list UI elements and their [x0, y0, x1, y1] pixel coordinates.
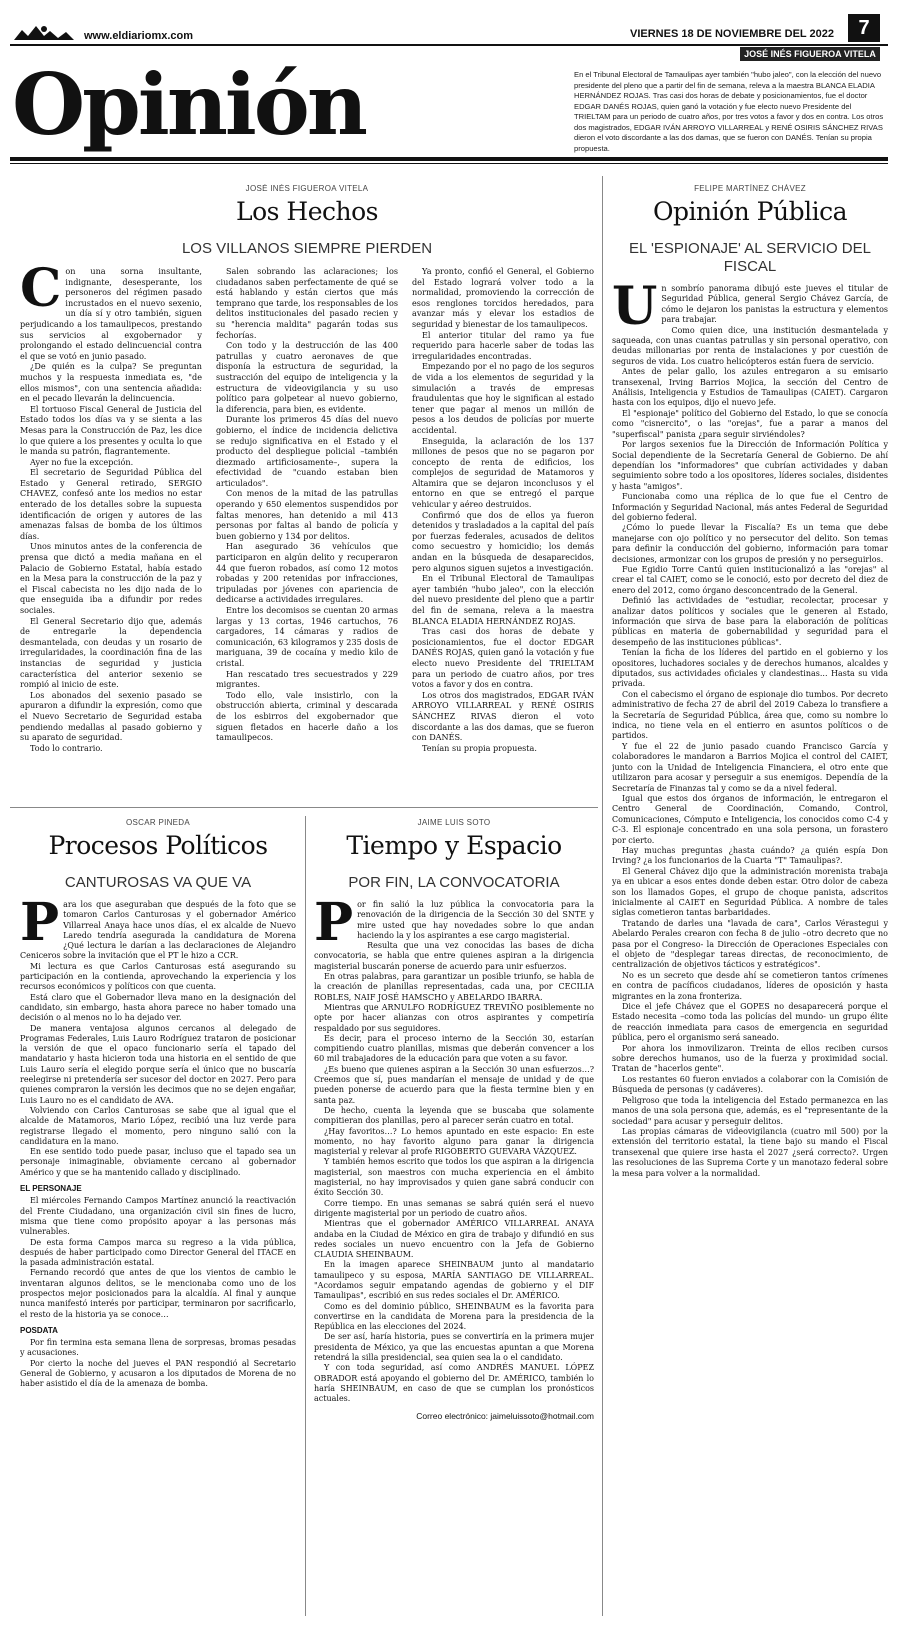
paragraph: Tratando de darles una "lavada de cara", Carlos Vérastegui y Abelardo Perales crearon con fecha 8 de julio –otro decreto que no pasa por el Congreso- la Dirección de Operaciones Especiales con el objeto de "desplegar tareas directas, de reconocimiento, de centralización de objetivos tácticos y estratégicos".	[612, 918, 888, 970]
paragraph: Los otros dos magistrados, EDGAR IVÁN ARROYO VILLARREAL y RENÉ OSIRIS SÁNCHEZ RIVAS dieron el voto discordante a las dos damas, que se fueron con DANÉS.	[412, 689, 594, 743]
drop-cap: P	[20, 892, 60, 953]
paragraph: Dice el jefe Chávez que el GOPES no desaparecerá porque el Estado necesita –como toda las policías del mundo- un grupo élite de reacción inmediata para casos de emergencia en seguridad pública, pero el organismo será saneado.	[612, 1002, 888, 1043]
paragraph: ¿Hay favoritos…? Lo hemos apuntado en este espacio: En este momento, no hay favorito alguno para ganar la dirigencia magisterial y relevar al profe RIGOBERTO GUEVARA VÁZQUEZ.	[314, 1126, 594, 1157]
column-title: Procesos Políticos	[48, 831, 268, 860]
column-procesos-politicos	[20, 818, 296, 1618]
paragraph: Hay muchas preguntas ¿hasta cuándo? ¿a quién espía Don Irving? ¿a los funcionarios de la Cuarta "T" Tamaulipas?.	[612, 845, 888, 866]
section-divider	[10, 807, 598, 808]
site-url[interactable]: www.eldiariomx.com	[84, 30, 194, 42]
paragraph: Han asegurado 36 vehículos que participaron en algún delito y recuperaron 44 que fueron robados, así como 12 motos robadas y 200 retenidas por infracciones, tripuladas por jóvenes con apariencia de dedicarse a actividades irregulares.	[216, 541, 398, 605]
header-rule	[10, 44, 888, 46]
paragraph: Y con toda seguridad, así como ANDRÉS MANUEL LÓPEZ OBRADOR está apoyando el gobierno del Dr. AMÉRICO, también lo haría SHEINBAUM, en caso de que se cumplan los pronósticos actuales.	[314, 1363, 594, 1404]
newspaper-logo-icon	[12, 24, 76, 42]
paragraph: El tortuoso Fiscal General de Justicia del Estado todos los días va y se sienta a las Mesas para la Construcción de Paz, les dice lo que quiere a los presentes y oculta lo que le manda su patrón, flagrantemente.	[20, 403, 202, 457]
article-headline: CANTUROSAS VA QUE VA	[64, 874, 252, 891]
paragraph: Empezando por el no pago de los seguros de vida a los elementos de seguridad y la simulación a través de empresas fraudulentas que hoy le significan al estado tener que pagar al menos un millón de pesos a los deudos de policías por muerte accidental.	[412, 361, 594, 435]
article-body	[20, 258, 594, 753]
section-title: Opinión	[12, 55, 365, 154]
column-divider	[602, 176, 603, 1616]
paragraph: Mientras que ARNULFO RODRÍGUEZ TREVIÑO posiblemente no opte por hacer alianzas con otros aspirantes y competiría respaldado por sus seguidores.	[314, 1002, 594, 1033]
paragraph: Por largos sexenios fue la Dirección de Información Política y Social dependiente de la Secretaría General de Gobierno. De ahí dependían los "informadores" que cubrían actividades y daban seguimiento sobre todo a los opositores, líderes sociales, disidentes y hasta "amigos".	[612, 440, 888, 491]
paragraph: Todo lo contrario.	[30, 742, 103, 753]
issue-date: VIERNES 18 DE NOVIEMBRE DEL 2022	[630, 28, 834, 40]
paragraph: Salen sobrando las aclaraciones; los ciudadanos saben perfectamente de qué se está hablando y están ciertos que más temprano que tarde, los responsables de los delitos institucionales del pasado recien y su "herencia maldita" pagarán todas sus fechorías.	[216, 266, 398, 340]
paragraph: ara los que aseguraban que después de la foto que se tomaron Carlos Canturosas y el gobernador Américo Villarreal Anaya hace unos días, el ex alcalde de Nuevo Laredo tendría asegurada la candidatura de Morena ¿Qué lectura le darían a las declaraciones de Alejandro Ceniceros sobre la invitación que el PT le hizo a CCR.	[20, 900, 296, 961]
drop-cap: U	[612, 276, 658, 337]
paragraph: Ya pronto, confió el General, el Gobierno del Estado logrará volver todo a la normalidad, promoviendo la corrección de esos renglones torcidos heredados, para avanzar más y elevar los estadios de seguridad y bienestar de los tamaulipecos.	[412, 266, 594, 329]
paragraph: De manera ventajosa algunos cercanos al delegado de Programas Federales, Luis Lauro Rodríguez trataron de posicionar la versión de que el opaco funcionario sería el tapado del mandatario y hasta hicieron toda una historia en el sentido de que Luis Lauro sería el elegido porque sería el único que no buscaría reelegirse ni pretendería ser sucesor del doctor en 2027. Pero para quienes compraron la versión les decimos que no se dejen engañar, Luis Lauro no es el candidato de AVA.	[20, 1023, 296, 1105]
article-headline: LOS VILLANOS SIEMPRE PIERDEN	[181, 240, 433, 257]
paragraph: on una sorna insultante, indignante, desesperante, los personeros del régimen pasado incrustados en el nuevo sexenio, un día sí y otro también, siguen perjudicando a los tamaulipecos, prestando sus servicios al exgobernador y prolongando el estado delincuencial contra el que se votó en junio pasado.	[20, 266, 202, 361]
paragraph: Funcionaba como una réplica de lo que fue el Centro de Información y Seguridad Nacional, más antes Federal de Seguridad del gobierno federal.	[612, 492, 888, 522]
paragraph: En ese sentido todo puede pasar, incluso que el tapado sea un personaje inimaginable, obviamente cercano al gobernador Américo y que se ha mantenido callado y disciplinado.	[20, 1147, 296, 1177]
byline-tag: JOSÉ INÉS FIGUEROA VITELA	[740, 47, 880, 61]
paragraph: Mientras que el gobernador AMÉRICO VILLARREAL ANAYA andaba en la Ciudad de México en gira de trabajo y difundió en sus redes sociales un nuevo encuentro con la Jefa de Gobierno CLAUDIA SHEINBAUM.	[314, 1219, 594, 1260]
paragraph: De hecho, cuenta la leyenda que se buscaba que solamente compitieran dos planillas, pero al parecer serán cuatro en total.	[314, 1105, 594, 1126]
column-title: Los Hechos	[235, 197, 378, 226]
paragraph: El secretario de Seguridad Pública del Estado y General retirado, SERGIO CHAVEZ, confesó ante los medios no estar enterado de los detalles sobre la supuesta identificación de origen y autores de las amenazas falsas de bomba de los últimos días.	[20, 467, 202, 541]
paragraph: Han rescatado tres secuestrados y 229 migrantes.	[216, 668, 398, 690]
article-body	[314, 892, 594, 1421]
column-author: FELIPE MARTÍNEZ CHÁVEZ	[694, 184, 806, 193]
paragraph: Ayer no fue la excepción.	[30, 456, 134, 467]
paragraph: No es un secreto que desde ahí se cometieron tantos crímenes en contra de pacíficos ciudadanos, líderes de oposición y hasta migrantes en la zona fronteriza.	[612, 970, 888, 1001]
paragraph: Antes de pelar gallo, los azules entregaron a su emisario transexenal, Irving Barrios Mojica, la sección del Centro de Análisis, Inteligencia y Estudios de Tamaulipas (CAIET). Cargaron hasta con los equipos, dijo el nuevo jefe.	[612, 367, 888, 408]
subsection-label: POSDATA	[20, 1325, 58, 1335]
paragraph: De ser así, haría historia, pues se convertiría en la primera mujer presidenta de México, ya que las encuestas apuntan a que Morena retendrá la silla presidencial, sea quien sea la o el candidato.	[314, 1332, 594, 1363]
paragraph: De esta forma Campos marca su regreso a la vida pública, después de haber participado como Director General del ITACE en la pasada administración estatal.	[20, 1237, 296, 1268]
column-divider	[305, 816, 306, 1616]
article-headline: POR FIN, LA CONVOCATORIA	[348, 874, 560, 891]
paragraph: Está claro que el Gobernador lleva mano en la designación del candidato, sin embargo, hasta ahora parece no haber tomado una decisión o al menos no lo ha dejado ver.	[20, 992, 296, 1023]
paragraph: El miércoles Fernando Campos Martínez anunció la reactivación del Frente Ciudadano, una organización civil sin fines de lucro, misma que tiene como propósito apoyar a las personas más vulnerables.	[20, 1196, 296, 1237]
column-author: JOSÉ INÉS FIGUEROA VITELA	[245, 184, 369, 193]
paragraph: Mi lectura es que Carlos Canturosas está asegurando su participación en la contienda, aprovechando la experiencia y los recursos económicos y políticos con que cuenta.	[20, 961, 296, 992]
article-body	[20, 892, 296, 1390]
paragraph: El anterior titular del ramo ya fue requerido para hacerle saber de todas las irregularidades encontradas.	[412, 329, 594, 361]
paragraph: Tenían su propia propuesta.	[422, 742, 537, 753]
paragraph: Los abonados del sexenio pasado se apuraron a difundir la expresión, como que el Nuevo Secretario de Seguridad estaba pendiendo medallas al pasado gobierno y su aparato de seguridad.	[20, 689, 202, 743]
paragraph: En el Tribunal Electoral de Tamaulipas ayer también "hubo jaleo", con la elección del nuevo presidente del pleno que a partir del fin de semana, releva a la maestra BLANCA ELADIA HERNÁNDEZ ROJAS.	[412, 573, 594, 626]
column-title: Tiempo y Espacio	[346, 831, 562, 860]
paragraph: n sombrío panorama dibujó este jueves el titular de Seguridad Pública, general Sergio Chávez García, de cómo le dejaron los panistas la estructura y elementos para trabajar.	[661, 284, 888, 325]
paragraph: Confirmó que dos de ellos ya fueron detenidos y trasladados a la capital del país por fuerzas federales, acusados de delitos como secuestro y homicidio; los demás andan en la búsqueda de desaparecidos, pero algunos siguen sujetos a investigación.	[412, 509, 594, 573]
paragraph: Fernando recordó que antes de que los vientos de cambio le inventaran algunos delitos, se le mencionaba como uno de los prospectos mejor posicionados para la alcaldía. Al final y aunque nunca manifestó interés por participar, terminaron por sacrificarlo, el resto de la historia ya se conoce…	[20, 1268, 296, 1319]
author-email[interactable]: Correo electrónico: jaimeluissoto@hotmail.com	[416, 1410, 594, 1421]
article-body	[612, 276, 888, 1179]
paragraph: Todo ello, vale insistirlo, con la obstrucción abierta, criminal y descarada de los esbirros del exgobernador que siguen fletados en hacerle daño a los tamaulipecos.	[216, 689, 398, 743]
summary-box: En el Tribunal Electoral de Tamaulipas ayer también "hubo jaleo", con la elección del nuevo presidente del pleno que a partir del fin de semana, releva a la maestra BLANCA ELADIA HERNÁNDEZ ROJAS. Tras casi dos horas de debate y posicionamientos, fue el doctor EDGAR DANÉS ROJAS, quien ganó la votación y fue electo nuevo Presidente del TRIELTAM para un periodo de cuatro años, por tres votos a favor y dos en contra. Los otros dos magistrados, EDGAR IVÁN ARROYO VILLARREAL y RENÉ OSIRIS SÁNCHEZ RIVAS dieron el voto discordante a las dos damas, que se fueron con DANÉS. Tenían su propia propuesta.	[574, 70, 884, 153]
column-tiempo-espacio	[314, 818, 594, 1618]
paragraph: Es decir, para el proceso interno de la Sección 30, estarían compitiendo cuatro planillas, mismas que deberán convencer a los 60 mil trabajadores de la educación para que voten a su favor.	[314, 1033, 594, 1064]
subsection-label: EL PERSONAJE	[20, 1184, 82, 1194]
paragraph: Igual que estos dos órganos de información, le entregaron el Centro General de Coordinación, Comando, Control, Comunicaciones, Cómputo e Inteligencia, los conocidos como C-4 y C-3. El espionaje concentrado en una sola persona, un forastero por cierto.	[612, 793, 888, 845]
paragraph: El General Secretario dijo que, además de entregarle la dependencia desmantelada, con deudas y un rosario de irregularidades, la coordinación fina de las instancias de seguridad y justicia característica del anterior sexenio se rompió al inicio de este.	[20, 615, 202, 690]
paragraph: El General Chávez dijo que la administración morenista trabaja ya en ubicar a esos entes donde deben estar. Otro dolor de cabeza son los llamados Gopes, el grupo de choque panista, adscritos inicialmente al CAIET en Seguridad Pública. A nombre de tales siglas cometieron tantas barbaridades.	[612, 866, 888, 918]
paragraph: En otras palabras, para garantizar un posible triunfo, se habla de la creación de planillas representadas, cada una, por CECILIA ROBLES, NAIF JOSÉ HAMSCHO y ABELARDO IBARRA.	[314, 972, 594, 1002]
paragraph: Por fin termina esta semana llena de sorpresas, bromas pesadas y acusaciones.	[20, 1338, 296, 1358]
drop-cap: P	[314, 892, 354, 953]
paragraph: Fue Egidio Torre Cantú quien institucionalizó a las "orejas" al crear el tal CAIET, como se le conoció, esto por decreto del diez de enero del 2012, como órgano desconcentrado de la General.	[612, 564, 888, 595]
paragraph: Durante los primeros 45 días del nuevo gobierno, el índice de incidencia delictiva se redujo significativa en el Estado y el producto del despliegue policial –también diezmado artificiosamente–, supera la efectividad de "cuando estaban bien articulados".	[216, 414, 398, 488]
paragraph: Definió las actividades de "estudiar, recolectar, procesar y analizar datos políticos y sociales que le generen al Estado, información que sirva de base para la elaboración de políticas públicas en materia de gobernabilidad y seguridad para el desempeño de las instituciones públicas".	[612, 596, 888, 647]
paragraph: Volviendo con Carlos Canturosas se sabe que al igual que el alcalde de Matamoros, Mario López, recibió una luz verde para registrarse llegado el momento, pero ninguno salió con la candidatura en la mano.	[20, 1105, 296, 1146]
paragraph: Y fue el 22 de junio pasado cuando Francisco García y colaboradores le mandaron a Barrios Mojica el control del CAIET, junto con la Unidad de Inteligencia Financiera, el otro ente que utilizaron para acosar y perseguir a sus enemigos. Dependía de la Secretaría de Finanzas tal y como se da a nivel federal.	[612, 741, 888, 793]
column-author: JAIME LUIS SOTO	[417, 818, 491, 827]
article-headline: EL 'ESPIONAJE' AL SERVICIO DEL FISCAL	[629, 240, 871, 275]
paragraph: Como es del dominio público, SHEINBAUM es la favorita para convertirse en la candidata de Morena para la presidencia de la República en las elecciones del 2024.	[314, 1301, 594, 1332]
masthead-rule	[10, 157, 888, 161]
paragraph: Tenían la ficha de los líderes del partido en el gobierno y los opositores, luchadores sociales y de derechos humanos, alcaldes y diputados, sus actividades oficiales y clandestinas... Hasta su vida privada.	[612, 648, 888, 689]
paragraph: Y también hemos escrito que todos los que aspiran a la dirigencia magisterial, son maestros con mucha experiencia en el ámbito magisterial, no hay improvisados y quien gane sabrá conducir con éxito Sección 30.	[314, 1157, 594, 1198]
paragraph: Los restantes 60 fueron enviados a colaborar con la Comisión de Búsqueda de personas (y cadáveres).	[612, 1074, 888, 1095]
paragraph: Por cierto la noche del jueves el PAN respondió al Secretario General de Gobierno, y acusaron a los diputados de Morena de no haber asistido el día de la amenaza de bomba.	[20, 1358, 296, 1389]
masthead-rule-thin	[10, 163, 888, 164]
paragraph: Peligroso que toda la inteligencia del Estado permanezca en las manos de una sola persona que, además, es el "representante de la sociedad" para acusar y perseguir delitos.	[612, 1095, 888, 1126]
column-author: OSCAR PINEDA	[125, 818, 191, 827]
column-title: Opinión Pública	[652, 197, 847, 226]
paragraph: Enseguida, la aclaración de los 137 millones de pesos que no se pagaron por concepto de renta de edificios, los complejos de seguridad de Matamoros y Altamira que se dejaron inconclusos y el entorno en que se entregó el parque vehicular y aéreo destruidos.	[412, 435, 594, 510]
paragraph: ¿Cómo lo puede llevar la Fiscalía? Es un tema que debe manejarse con ojo político y no persecutor del delito. Son temas para definir la conducción del gobierno, información para tomar decisiones, armonizar con los grupos de presión y no perseguirlos.	[612, 523, 888, 564]
paragraph: Resulta que una vez conocidas las bases de dicha convocatoria, se habla que entre quienes aspiran a la dirigencia magisterial buscarán ponerse de acuerdo para unir esfuerzos.	[314, 941, 594, 971]
paragraph: Por ahora los inmovilizaron. Treinta de ellos reciben cursos sobre derechos humanos, uso de la fuerza y proximidad social. Tratan de "hacerlos gente".	[612, 1043, 888, 1074]
paragraph: El "espionaje" político del Gobierno del Estado, lo que se conocía como "cisnercito", o las "orejas", fue a parar a manos del "superfiscal" panista ¿para seguir sirviéndoles?	[612, 408, 888, 439]
top-bar	[0, 0, 900, 44]
drop-cap: C	[20, 258, 62, 319]
paragraph: Con menos de la mitad de las patrullas operando y 650 elementos suspendidos por faltas menores, han detenido a mil 413 personas por faltas al bando de policía y buen gobierno y 134 por delitos.	[216, 488, 398, 541]
paragraph: Entre los decomisos se cuentan 20 armas largas y 13 cortas, 1946 cartuchos, 76 cargadores, 14 cámaras y radios de comunicación, 63 kilogramos y 235 dosis de mariguana, 39 de cocaína y medio kilo de cristal.	[216, 605, 398, 668]
paragraph: ¿De quién es la culpa? Se preguntan muchos y la respuesta inmediata es, "de ellos mismos", con una sentencia añadida: en el pecado llevarán la delincuencia.	[20, 361, 202, 404]
paragraph: ¿Es bueno que quienes aspiran a la Sección 30 unan esfuerzos…? Creemos que sí, pues mandarían el mensaje de unidad y de que pueden ponerse de acuerdo para que la fiesta termine bien y en santa paz.	[314, 1064, 594, 1105]
column-los-hechos	[20, 184, 594, 800]
paragraph: Las propias cámaras de videovigilancia (cuatro mil 500) por la extensión del territorio estatal, la tiene bajo su mando el Fiscal transexenal que quiere irse hasta el 2027 ¿será correcto?. Urgen las resoluciones de las Suprema Corte y un manotazo federal sobre la mesa para volver a la normalidad.	[612, 1126, 888, 1178]
paragraph: Con todo y la destrucción de las 400 patrullas y cuatro aeronaves de que disponía la estructura de seguridad, la sustracción del equipo de inteligencia y la estructura de videovigilancia y su uso político para golpetear al nuevo gobierno, la diferencia, para bien, es evidente.	[216, 340, 398, 414]
paragraph: Tras casi dos horas de debate y posicionamientos, fue el doctor EDGAR DANÉS ROJAS, quien ganó la votación y fue electo nuevo Presidente del TRIELTAM para un periodo de cuatro años, por tres votos a favor y dos en contra.	[412, 626, 594, 690]
paragraph: Con el cabecismo el órgano de espionaje dio tumbos. Por decreto administrativo de fecha 27 de abril del 2019 Cabeza lo transfiere a la Secretaría de Seguridad Pública, área que, como su nombre lo indica, no tiene vela en el entierro en asuntos políticos o de partidos.	[612, 689, 888, 741]
paragraph: Corre tiempo. En unas semanas se sabrá quién será el nuevo dirigente magisterial por un periodo de cuatro años.	[314, 1198, 594, 1218]
paragraph: Unos minutos antes de la conferencia de prensa que dictó a media mañana en el Palacio de Gobierno Estatal, había estado en la Mesa para la construcción de la paz y el Fiscal cabecista no les dijo nada de lo que enseguida iba a difundir por redes sociales.	[20, 541, 202, 615]
paragraph: or fin salió la luz pública la convocatoria para la renovación de la dirigencia de la Sección 30 del SNTE y mire usted que hay novedades sobre lo que andan haciendo la y los aspirantes a ese cargo magisterial.	[357, 900, 594, 940]
paragraph: En la imagen aparece SHEINBAUM junto al mandatario tamaulipeco y su esposa, MARÍA SANTIAGO DE VILLARREAL. "Acordamos seguir empatando agendas de gobierno y el DIF Tamaulipas", escribió en sus redes sociales el Dr. AMÉRICO.	[314, 1260, 594, 1301]
page-number: 7	[848, 14, 880, 42]
column-opinion-publica	[612, 184, 888, 1620]
paragraph: Como quien dice, una institución desmantelada y saqueada, con unas cuantas patrullas y sin personal operativo, con deudas millonarias por renta de instalaciones y por cuestión de seguros de vida. Los cuatro helicópteros están fuera de servicio.	[612, 325, 888, 366]
